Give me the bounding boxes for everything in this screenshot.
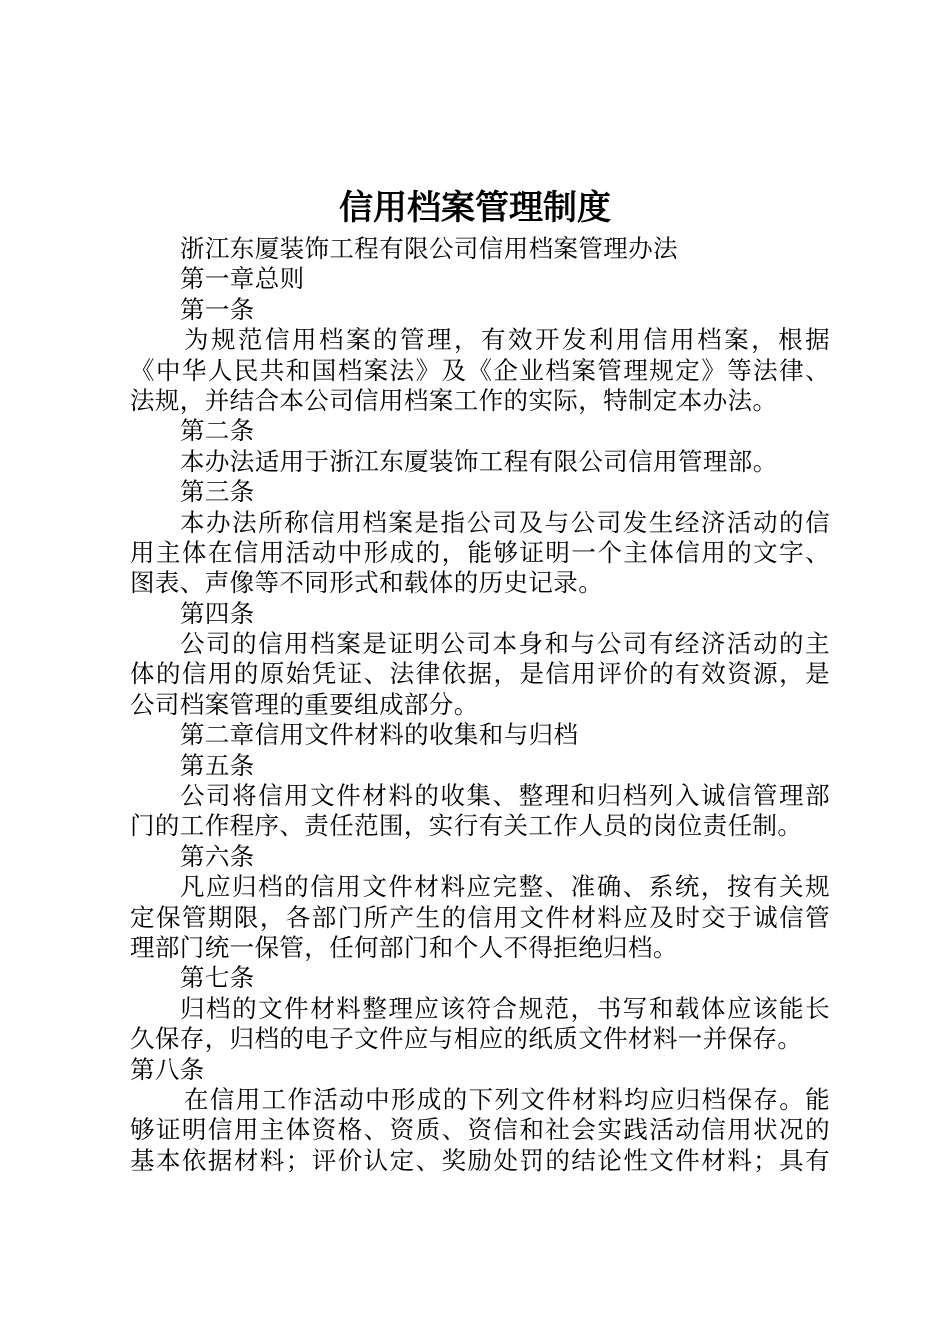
paragraph-line: 理部门统一保管，任何部门和个人不得拒绝归档。 (130, 932, 678, 962)
paragraph-line: 第二章信用文件材料的收集和与归档 (180, 720, 579, 750)
paragraph-line: 第一条 (180, 294, 255, 324)
paragraph-line: 法规，并结合本公司信用档案工作的实际，特制定本办法。 (130, 385, 778, 415)
paragraph-line: 够证明信用主体资格、资质、资信和社会实践活动信用状况的 (130, 1115, 830, 1145)
paragraph-line: 基本依据材料；评价认定、奖励处罚的结论性文件材料；具有 (130, 1145, 830, 1175)
document-body (130, 234, 830, 1176)
paragraph-line: 第一章总则 (180, 264, 305, 294)
document-title: 信用档案管理制度 (339, 188, 611, 228)
paragraph-line: 在信用工作活动中形成的下列文件材料均应归档保存。能 (184, 1084, 830, 1114)
paragraph-line: 用主体在信用活动中形成的，能够证明一个主体信用的文字、 (130, 537, 830, 567)
paragraph-line: 第五条 (180, 750, 255, 780)
paragraph-line: 凡应归档的信用文件材料应完整、准确、系统，按有关规 (180, 872, 830, 902)
paragraph-line: 第六条 (180, 841, 255, 871)
paragraph-line: 第二条 (180, 416, 255, 446)
paragraph-line: 图表、声像等不同形式和载体的历史记录。 (130, 568, 604, 598)
paragraph-line: 定保管期限，各部门所产生的信用文件材料应及时交于诚信管 (130, 902, 830, 932)
paragraph-line: 为规范信用档案的管理，有效开发利用信用档案，根据 (184, 325, 830, 355)
paragraph-line: 第三条 (180, 477, 255, 507)
paragraph-line: 体的信用的原始凭证、法律依据，是信用评价的有效资源，是 (130, 659, 830, 689)
paragraph-line: 门的工作程序、责任范围，实行有关工作人员的岗位责任制。 (130, 811, 803, 841)
paragraph-line: 公司档案管理的重要组成部分。 (130, 689, 479, 719)
paragraph-line: 归档的文件材料整理应该符合规范，书写和载体应该能长 (180, 993, 830, 1023)
paragraph-line: 公司的信用档案是证明公司本身和与公司有经济活动的主 (180, 629, 830, 659)
paragraph-line: 第八条 (130, 1054, 205, 1084)
paragraph-line: 《中华人民共和国档案法》及《企业档案管理规定》等法律、 (130, 355, 830, 385)
paragraph-line: 久保存，归档的电子文件应与相应的纸质文件材料一并保存。 (130, 1024, 803, 1054)
paragraph-line: 第七条 (180, 963, 255, 993)
paragraph-line: 浙江东厦装饰工程有限公司信用档案管理办法 (180, 234, 678, 263)
paragraph-line: 本办法适用于浙江东厦装饰工程有限公司信用管理部。 (180, 446, 778, 476)
paragraph-line: 本办法所称信用档案是指公司及与公司发生经济活动的信 (180, 507, 830, 537)
paragraph-line: 第四条 (180, 598, 255, 628)
paragraph-line: 公司将信用文件材料的收集、整理和归档列入诚信管理部 (180, 781, 830, 811)
